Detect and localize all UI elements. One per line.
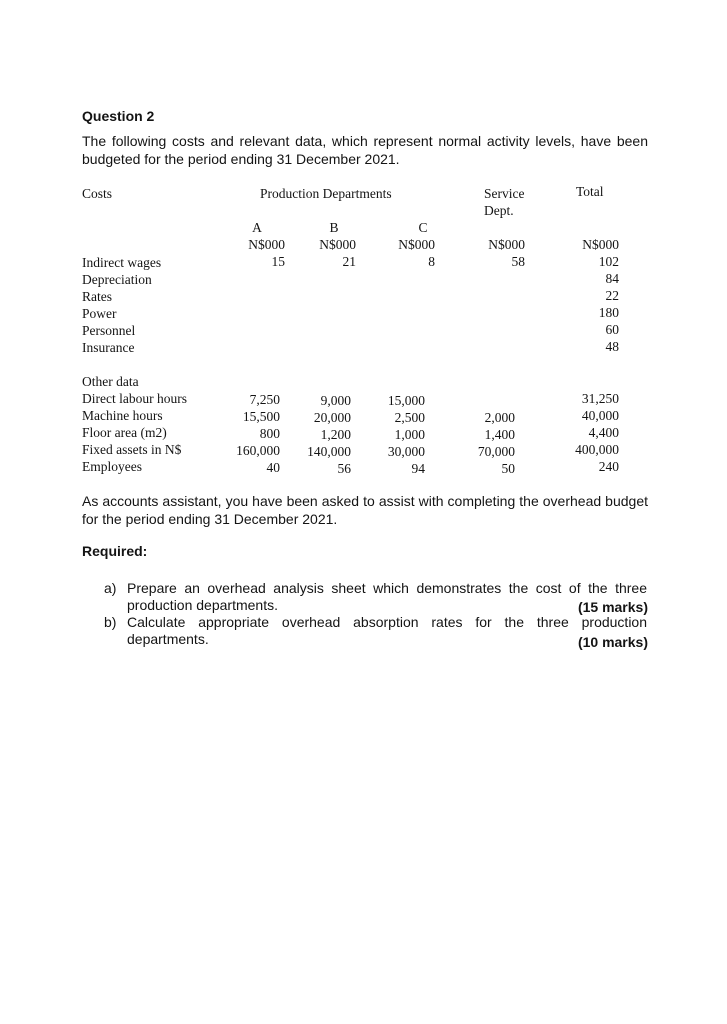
unit-service: N$000: [488, 237, 525, 252]
value-b: 140,000: [307, 444, 351, 459]
value-service: 2,000: [484, 410, 515, 425]
value-a: 160,000: [236, 443, 280, 458]
header-service-line2: Dept.: [484, 203, 514, 218]
value-b: 20,000: [313, 410, 351, 425]
row-label: Floor area (m2): [82, 425, 167, 440]
unit-b: N$000: [319, 237, 356, 252]
value-a: 800: [259, 426, 280, 441]
value-total: 4,400: [588, 425, 619, 440]
row-label: Indirect wages: [82, 255, 162, 270]
item-text: Calculate appropriate overhead absorption rates for the three production departments.: [127, 614, 647, 647]
cost-table: [0, 0, 727, 480]
value-service: 70,000: [477, 444, 515, 459]
value-c: 30,000: [387, 444, 425, 459]
value-b: 56: [337, 461, 351, 476]
item-marks: (10 marks): [577, 634, 648, 650]
value-total: 180: [598, 305, 619, 320]
value-total: 48: [605, 339, 619, 354]
value-a: 40: [266, 460, 280, 475]
value-a: 7,250: [249, 392, 280, 407]
header-dept-c: C: [418, 220, 428, 235]
unit-c: N$000: [398, 237, 435, 252]
value-a: 15,500: [242, 409, 280, 424]
item-letter: a): [104, 580, 117, 596]
required-heading: Required:: [82, 543, 148, 559]
value-c: 8: [428, 254, 435, 269]
value-total: 40,000: [581, 408, 619, 423]
header-service-line1: Service: [484, 186, 525, 201]
header-dept-a: A: [252, 220, 262, 235]
header-costs: Costs: [82, 186, 113, 201]
header-total: Total: [576, 184, 604, 199]
instruction-paragraph: As accounts assistant, you have been asked to assist with completing the overhead budget for the period ending 31 December 2021.: [82, 493, 648, 527]
required-item-b: [104, 614, 648, 650]
value-c: 15,000: [387, 393, 425, 408]
row-label: Machine hours: [82, 408, 163, 423]
value-c: 2,500: [394, 410, 425, 425]
value-service: 58: [511, 254, 525, 269]
row-label: Power: [82, 306, 117, 321]
header-dept-b: B: [329, 220, 339, 235]
unit-total: N$000: [582, 237, 619, 252]
row-label: Personnel: [82, 323, 136, 338]
value-b: 21: [342, 254, 356, 269]
value-service: 50: [501, 461, 515, 476]
value-total: 60: [605, 322, 619, 337]
row-label: Insurance: [82, 340, 135, 355]
item-letter: b): [104, 614, 117, 630]
value-total: 31,250: [581, 391, 619, 406]
item-text: Prepare an overhead analysis sheet which demonstrates the cost of the three production departments.: [127, 580, 647, 613]
value-a: 15: [271, 254, 285, 269]
value-c: 94: [411, 461, 425, 476]
row-label: Employees: [82, 459, 142, 474]
unit-a: N$000: [248, 237, 285, 252]
required-item-a: [104, 580, 648, 616]
row-label: Direct labour hours: [82, 391, 187, 406]
other-data-label: Other data: [82, 374, 139, 389]
row-label: Rates: [82, 289, 112, 304]
header-production-departments: Production Departments: [260, 186, 392, 201]
question-title: Question 2: [82, 108, 155, 124]
value-b: 9,000: [320, 393, 351, 408]
value-total: 400,000: [575, 442, 619, 457]
value-service: 1,400: [484, 427, 515, 442]
item-marks: (15 marks): [577, 599, 648, 615]
value-total: 102: [598, 254, 619, 269]
row-label: Depreciation: [82, 272, 152, 287]
intro-paragraph: The following costs and relevant data, which represent normal activity levels, have been budgeted for the period ending 31 December 2021.: [82, 133, 648, 167]
value-total: 240: [598, 459, 619, 474]
value-c: 1,000: [394, 427, 425, 442]
row-label: Fixed assets in N$: [82, 442, 182, 457]
value-total: 22: [605, 288, 619, 303]
value-b: 1,200: [320, 427, 351, 442]
value-total: 84: [605, 271, 619, 286]
